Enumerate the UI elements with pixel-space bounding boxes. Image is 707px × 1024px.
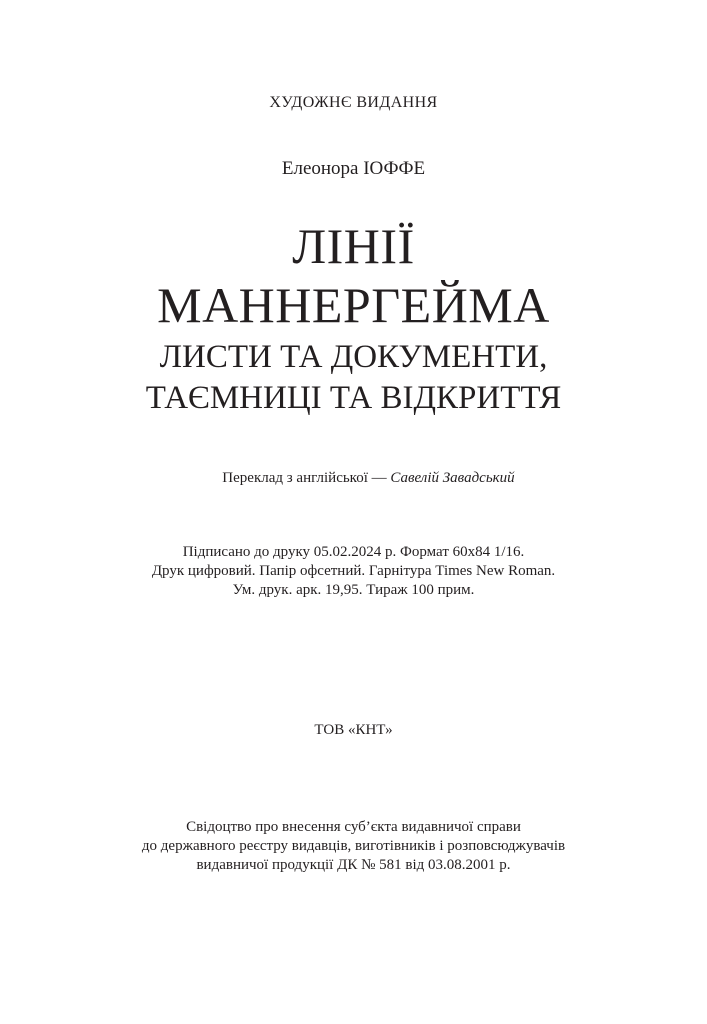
certificate-line-1: Свідоцтво про внесення суб’єкта видавничої справи [186,819,521,835]
translator-name: Савелій Завадський [390,470,515,486]
imprint-line-3: Ум. друк. арк. 19,95. Тираж 100 прим. [232,582,475,598]
imprint-line-2: Друк цифровий. Папір офсетний. Гарнітура Times New Roman. [151,563,556,579]
book-subtitle-line-2: ТАЄМНИЦІ ТА ВІДКРИТТЯ [145,380,562,416]
translation-prefix: Переклад з англійської — [222,470,391,486]
genre-label: ХУДОЖНЄ ВИДАННЯ [269,94,438,111]
book-subtitle-line-1: ЛИСТИ ТА ДОКУМЕНТИ, [159,339,548,375]
imprint-line-1: Підписано до друку 05.02.2024 р. Формат 60х84 1/16. [182,544,525,560]
author-name: Елеонора ІОФФЕ [281,158,426,179]
translation-credit [0,470,707,487]
certificate-line-2: до державного реєстру видавців, виготівників і розповсюджувачів [141,838,566,854]
publisher-name: ТОВ «КНТ» [314,722,393,738]
certificate-line-3: видавничої продукції ДК № 581 від 03.08.2001 р. [196,857,511,873]
book-title-line-1: ЛІНІЇ [292,218,415,274]
book-title-line-2: МАННЕРГЕЙМА [157,277,550,333]
